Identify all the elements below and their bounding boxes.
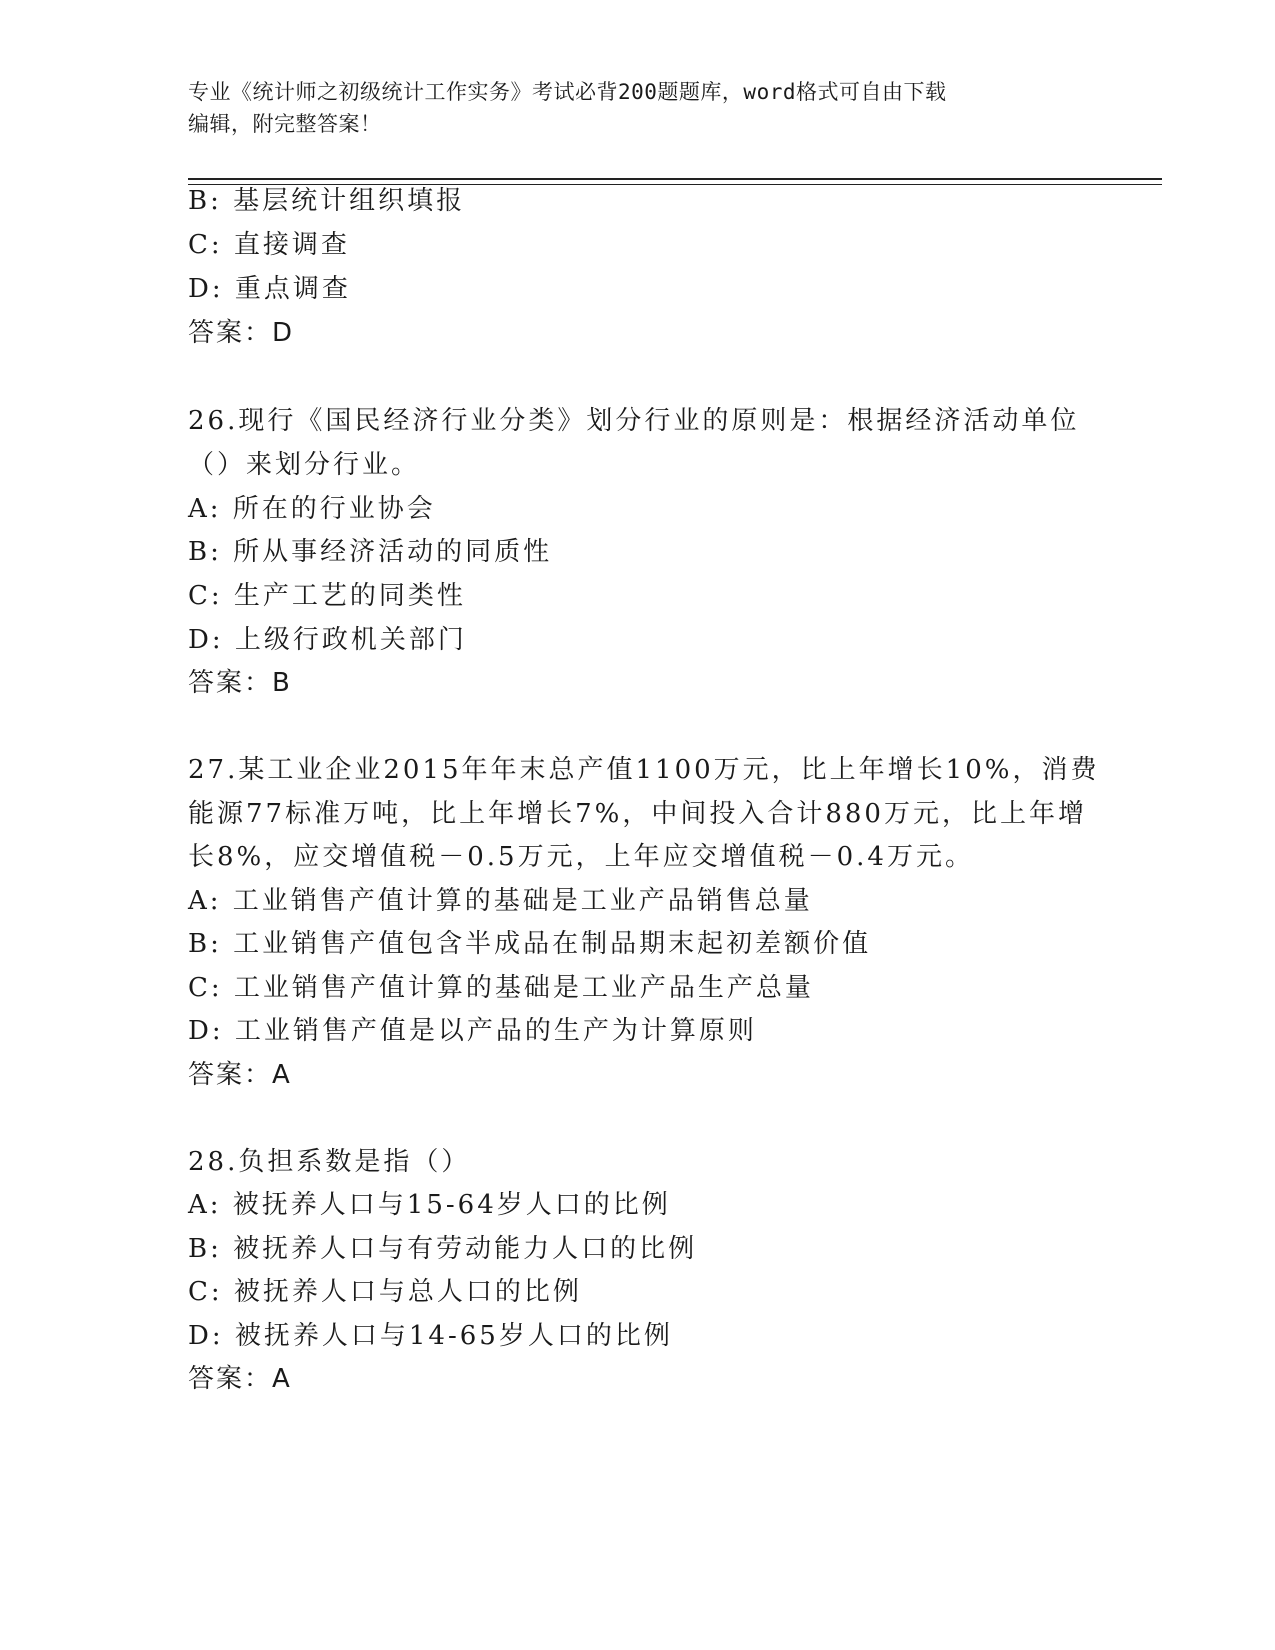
header-divider-thick: [188, 178, 1162, 180]
header-line-1: 专业《统计师之初级统计工作实务》考试必背200题题库，word格式可自由下载: [188, 80, 947, 104]
header-line-2: 编辑，附完整答案！: [188, 112, 382, 136]
q25-answer: 答案：D: [188, 318, 295, 348]
q26-stem-line-2: （）来划分行业。: [188, 450, 421, 480]
q27-stem-line-3: 长8%，应交增值税－0.5万元，上年应交增值税－0.4万元。: [188, 842, 974, 872]
document-header: [188, 76, 1068, 140]
q28-option-b: B: 被抚养人口与有劳动能力人口的比例: [188, 1234, 698, 1264]
q25-option-b: B: 基层统计组织填报: [188, 186, 466, 216]
q27-stem-line-1: 27.某工业企业2015年年末总产值1100万元，比上年增长10%，消费: [188, 755, 1100, 785]
q26-option-b: B: 所从事经济活动的同质性: [188, 537, 553, 567]
q27-option-a: A: 工业销售产值计算的基础是工业产品销售总量: [188, 886, 813, 916]
q25-option-d: D: 重点调查: [188, 274, 351, 304]
q26-option-d: D: 上级行政机关部门: [188, 625, 467, 655]
q27-answer: 答案：A: [188, 1060, 292, 1090]
q28-answer: 答案：A: [188, 1364, 292, 1394]
q27-option-d: D: 工业销售产值是以产品的生产为计算原则: [188, 1016, 757, 1046]
q26-answer: 答案：B: [188, 668, 292, 698]
q26-option-c: C: 生产工艺的同类性: [188, 581, 466, 611]
q27-option-b: B: 工业销售产值包含半成品在制品期末起初差额价值: [188, 929, 872, 959]
q27-option-c: C: 工业销售产值计算的基础是工业产品生产总量: [188, 973, 814, 1003]
q28-option-d: D: 被抚养人口与14-65岁人口的比例: [188, 1321, 673, 1351]
q28-option-c: C: 被抚养人口与总人口的比例: [188, 1277, 582, 1307]
q26-option-a: A: 所在的行业协会: [188, 494, 436, 524]
q27-stem-line-2: 能源77标准万吨，比上年增长7%，中间投入合计880万元，比上年增: [188, 799, 1087, 829]
q28-option-a: A: 被抚养人口与15-64岁人口的比例: [188, 1190, 671, 1220]
q28-stem-line-1: 28.负担系数是指（）: [188, 1147, 471, 1177]
q25-option-c: C: 直接调查: [188, 230, 350, 260]
q26-stem-line-1: 26.现行《国民经济行业分类》划分行业的原则是：根据经济活动单位: [188, 406, 1080, 436]
